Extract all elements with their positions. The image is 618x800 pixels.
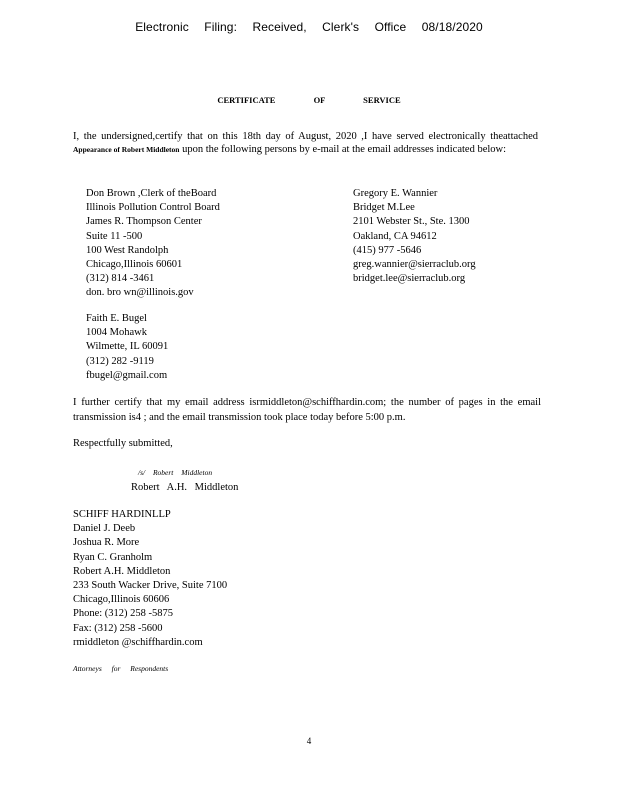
firm-line: Daniel J. Deeb xyxy=(73,523,136,535)
address-line: Oakland, CA 94612 xyxy=(353,230,437,242)
intro-text-1: I, the undersigned,certify that on this 18th day of August, 2020 ,I have served electronically theattached xyxy=(73,131,538,142)
address-email: greg.wannier@sierraclub.org xyxy=(353,259,476,271)
firm-line: 233 South Wacker Drive, Suite 7100 xyxy=(73,580,228,592)
address-line: (415) 977 -5646 xyxy=(353,244,422,256)
service-address-sierra-club xyxy=(353,187,476,286)
service-address-bugel xyxy=(86,312,168,383)
address-line: 100 West Randolph xyxy=(86,244,169,256)
firm-line: Robert A.H. Middleton xyxy=(73,565,171,577)
firm-line: Joshua R. More xyxy=(73,537,140,549)
firm-line: Ryan C. Granholm xyxy=(73,551,153,563)
served-document-name: Appearance of Robert Middleton xyxy=(73,144,180,154)
address-line: (312) 282 -9119 xyxy=(86,355,154,367)
address-line: (312) 814 -3461 xyxy=(86,273,155,285)
address-email: fbugel@gmail.com xyxy=(86,369,168,381)
address-line: Bridget M.Lee xyxy=(353,202,415,214)
document-title: CERTIFICATE OF SERVICE xyxy=(217,95,401,105)
intro-text-2: upon the following persons by e-mail at the email addresses indicated below: xyxy=(182,143,507,155)
address-line: Suite 11 -500 xyxy=(86,230,143,242)
email-certification-paragraph: I further certify that my email address isrmiddleton@schiffhardin.com; the number of pages in the email transmission is4 ; and the email transmission took place today before 5:00 p.m. xyxy=(73,397,541,423)
firm-line: Chicago,Illinois 60606 xyxy=(73,594,170,606)
service-address-clerk xyxy=(86,187,220,301)
law-firm-block xyxy=(73,508,227,650)
firm-email: rmiddleton @schiffhardin.com xyxy=(73,636,203,648)
address-line: Faith E. Bugel xyxy=(86,313,147,324)
firm-line: Fax: (312) 258 -5600 xyxy=(73,622,163,634)
closing-respectfully: Respectfully submitted, xyxy=(73,438,173,449)
page-number: 4 xyxy=(306,736,312,746)
address-email: don. bro wn@illinois.gov xyxy=(86,287,194,299)
address-line: Gregory E. Wannier xyxy=(353,188,438,199)
address-line: James R. Thompson Center xyxy=(86,216,202,228)
address-line: 1004 Mohawk xyxy=(86,327,147,339)
address-line: Don Brown ,Clerk of theBoard xyxy=(86,188,217,199)
service-intro-paragraph xyxy=(73,131,538,156)
firm-line: Phone: (312) 258 -5875 xyxy=(73,608,174,620)
signer-name: Robert A.H. Middleton xyxy=(131,482,239,493)
address-line: 2101 Webster St., Ste. 1300 xyxy=(353,216,470,228)
address-line: Illinois Pollution Control Board xyxy=(86,202,220,214)
attorneys-for-label: Attorneys for Respondents xyxy=(73,664,169,673)
firm-line: SCHIFF HARDINLLP xyxy=(73,509,171,520)
address-line: Wilmette, IL 60091 xyxy=(86,341,169,353)
address-line: Chicago,Illinois 60601 xyxy=(86,259,183,271)
address-email: bridget.lee@sierraclub.org xyxy=(353,273,466,285)
electronic-signature: /s/ Robert Middleton xyxy=(138,468,213,477)
filing-stamp-header: Electronic Filing: Received, Clerk's Office 08/18/2020 xyxy=(135,20,483,34)
